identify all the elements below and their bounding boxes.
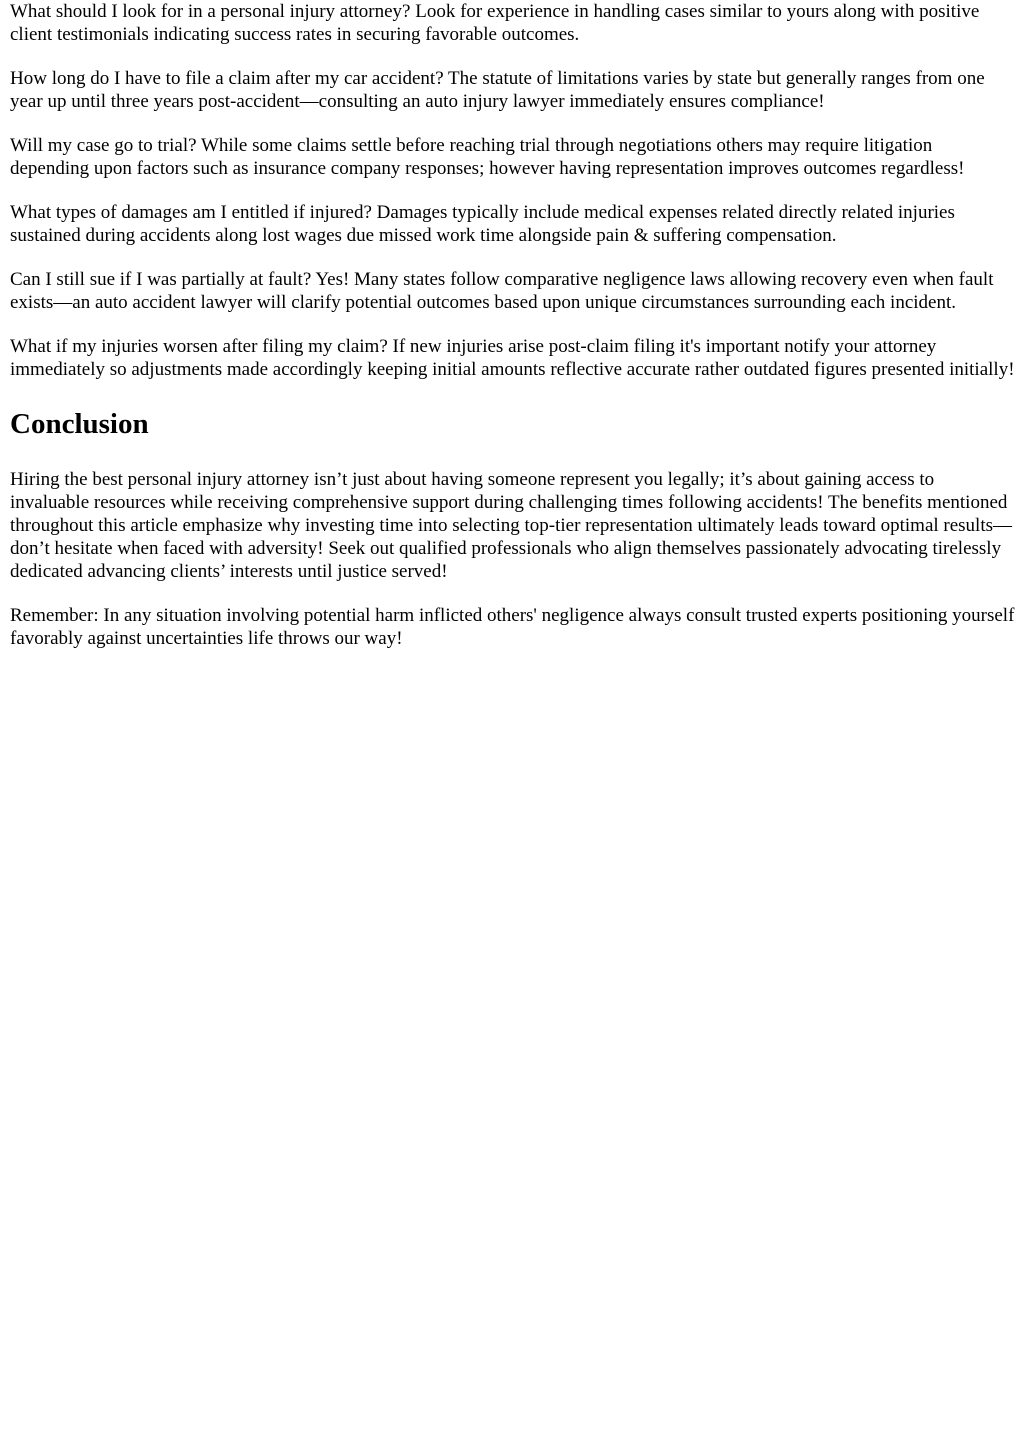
faq-paragraph-claim-deadline: How long do I have to file a claim after my car accident? The statute of limitations varies by state but generally ranges from one year up until three years post-accident—consulting an auto injury lawyer immediately ensures compliance! — [10, 68, 985, 112]
faq-paragraph-damages: What types of damages am I entitled if injured? Damages typically include medical expenses related directly related injuries sustained during accidents along lost wages due missed work time alongside pain & suffering compensation. — [10, 202, 955, 246]
faq-paragraph-attorney-qualities: What should I look for in a personal injury attorney? Look for experience in handling cases similar to yours along with positive client testimonials indicating success rates in securing favorable outcomes. — [10, 1, 980, 45]
conclusion-heading: Conclusion — [10, 408, 149, 440]
faq-paragraph-partial-fault: Can I still sue if I was partially at fault? Yes! Many states follow comparative negligence laws allowing recovery even when fault exists—an auto accident lawyer will clarify potential outcomes based upon unique circumstances surrounding each incident. — [10, 269, 994, 313]
faq-paragraph-trial: Will my case go to trial? While some claims settle before reaching trial through negotiations others may require litigation depending upon factors such as insurance company responses; however having representation improves outcomes regardless! — [10, 135, 965, 179]
conclusion-paragraph: Hiring the best personal injury attorney isn’t just about having someone represent you legally; it’s about gaining access to invaluable resources while receiving comprehensive support during challenging times following accidents! The benefits mentioned throughout this article emphasize why investing time into selecting top-tier representation ultimately leads toward optimal results—don’t hesitate when faced with adversity! Seek out qualified professionals who align themselves passionately advocating tirelessly dedicated advancing clients’ interests until justice served! — [10, 469, 1013, 582]
remember-paragraph: Remember: In any situation involving potential harm inflicted others' negligence always consult trusted experts positioning yourself favorably against uncertainties life throws our way! — [10, 605, 1015, 649]
faq-paragraph-worsening-injuries: What if my injuries worsen after filing my claim? If new injuries arise post-claim filing it's important notify your attorney immediately so adjustments made accordingly keeping initial amounts reflective accurate rather outdated figures presented initially! — [10, 336, 1015, 380]
article-content — [10, 0, 1015, 671]
